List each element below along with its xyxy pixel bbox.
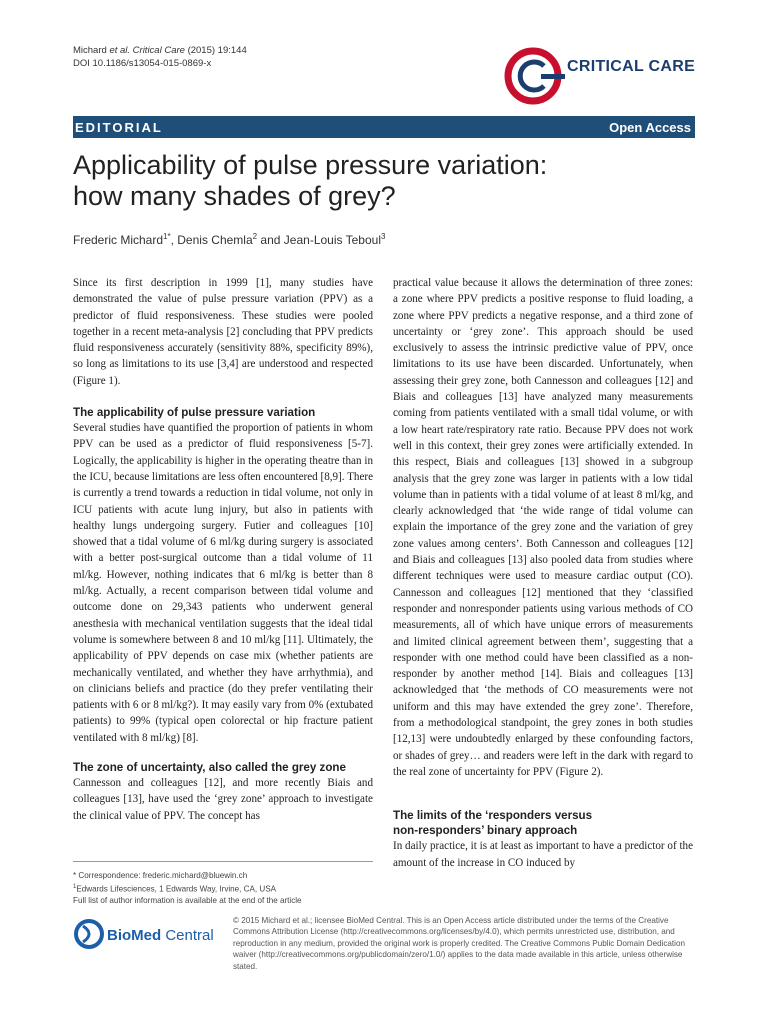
publisher-central: Central: [161, 927, 214, 944]
correspondence[interactable]: * Correspondence: frederic.michard@bluewin.ch: [73, 871, 248, 880]
author-list: [73, 232, 385, 247]
author-3-affiliation: 3: [380, 232, 386, 241]
author-2[interactable]: Denis Chemla: [177, 233, 253, 247]
heading-line-1: The limits of the ‘responders versus: [393, 809, 593, 823]
title-line-2: how many shades of grey?: [73, 181, 396, 211]
paragraph-grey-zone-continued: practical value because it allows the determination of three zones: a zone where PPV predicts a positive response to fluid loading, a zone where PPV predicts a negative response, and a third zone of uncertainty or ‘grey zone’. This approach should be used exclusively to assess the intrinsic predictive value of PPV, once limitations to its use have been discarded. Unfortunately, when assessing their grey zone, both Cannesson and colleagues [12] and Biais and colleagues [13] have analyzed many measurements coming from patients ventilated with a small tidal volume, or with a low heart rate/respiratory rate ratio. Because PPV does not work well in this context, their grey zones were artificially extended. In this respect, Biais and colleagues [13] showed in a subgroup analysis that the grey zone was larger in patients with a low tidal volume than in patients with a tidal volume of at least 8 ml/kg, and clearly acknowledged that ‘the wide range of tidal volume can explain the importance of the grey zone and the variation of grey zone values among centers’. Both Cannesson and colleagues [12] and Biais and colleagues [13] also pooled data from studies where different techniques were used to measure cardiac output (CO). Cannesson and colleagues [12] mentioned that they ‘classified responder and nonresponder patients using various methods of CO measurements, all of which have unique errors of measurements and limited clinical agreement between them’, suggesting that a responder with one method could have been classified as a non-responder by another method [14]. Biais and colleagues [13] acknowledged that ‘the methods of CO measurements were not uniform and this may have extended the grey zone’. Therefore, from a methodological standpoint, the grey zones in both studies [12,13] were undoubtedly enlarged by these confounding factors, or shades of grey… and readers were left in the dark with regard to the real zone of uncertainty for PPV (Figure 2).: [393, 277, 693, 778]
citation-authors: Michard: [73, 45, 110, 56]
title-line-1: Applicability of pulse pressure variation:: [73, 150, 548, 180]
author-3[interactable]: Jean-Louis Teboul: [283, 233, 381, 247]
open-access-label: Open Access: [609, 119, 691, 135]
heading-line-2: non-responders’ binary approach: [393, 824, 578, 838]
publisher-bio: BioMed: [107, 927, 162, 944]
critical-care-logo-icon: [503, 44, 703, 108]
author-1[interactable]: Frederic Michard: [73, 233, 164, 247]
left-column: [73, 275, 373, 824]
citation-volume: (2015) 19:144: [184, 45, 247, 56]
section-heading-applicability: The applicability of pulse pressure variation: [73, 406, 316, 420]
paragraph-applicability: Several studies have quantified the proportion of patients in whom PPV can be used as a predictor of fluid responsiveness [5-7]. Logically, the applicability is higher in the operating theatre than in the ICU, because limitations are less often encountered [8,9]. There is currently a trend towards a reduction in tidal volume, not only in ICU patients with acute lung injury, but also in patients with healthy lungs undergoing surgery. Futier and colleagues [10] showed that a tidal volume of 6 ml/kg during surgery is associated with a better post-surgical outcome than a tidal volume of 11 ml/kg. However, nothing indicates that 6 ml/kg is better than 8 ml/kg. Actually, a recent comparison between tidal volume and outcome done on 29,343 patients who underwent general anesthesia with mechanical ventilation suggests that the ideal tidal volume is somewhere between 8 and 10 ml/kg [11]. Ultimately, the applicability of PPV depends on case mix (whether patients are mechanically ventilated, and whether they have arrhythmia), and on clinicians beliefs and practice (do they prefer ventilating their patients with 6 or 8 ml/kg?). It may easily vary from 0% (extubated patients) to 99% (typical open colorectal or hip fracture patient ventilated with 8 ml/kg) [8].: [73, 422, 373, 744]
biomed-central-logo-icon: [73, 916, 223, 952]
article-type: EDITORIAL: [75, 119, 163, 135]
affiliation-number: 1: [73, 883, 77, 890]
author-2-affiliation: 2: [252, 232, 258, 241]
author-1-affiliation: 1*: [163, 232, 171, 241]
paragraph-grey-zone: Cannesson and colleagues [12], and more recently Biais and colleagues [13], have used the ‘grey zone’ approach to investigate the clinical value of PPV. The concept has: [73, 777, 373, 822]
paragraph-intro: Since its first description in 1999 [1], many studies have demonstrated the value of pulse pressure variation (PPV) as a predictor of fluid responsiveness. These studies were pooled together in a recent meta-analysis [2] concluding that PPV predicts fluid responsiveness accurately (sensitivity 88%, specificity 89%), so long as limitations to its use [3,4] are understood and respected (Figure 1).: [73, 277, 373, 387]
article-title: [73, 150, 693, 212]
author-info-note: Full list of author information is available at the end of the article: [73, 895, 302, 905]
citation: [73, 44, 247, 70]
right-column: [393, 275, 693, 871]
author-separator: ,: [170, 233, 178, 247]
section-heading-grey-zone: The zone of uncertainty, also called the grey zone: [73, 761, 346, 775]
license-statement: © 2015 Michard et al.; licensee BioMed Central. This is an Open Access article distributed under the terms of the Creative Commons Attribution License (http://creativecommons.org/licenses/by/4.0), which permits unrestricted use, distribution, and reproduction in any medium, provided the original work is properly credited. The Creative Commons Public Domain Dedication waiver (http://creativecommons.org/publicdomain/zero/1.0/) applies to the data made available in this article, unless otherwise stated.: [233, 916, 685, 971]
footnote: [73, 861, 373, 906]
paragraph-binary-approach: In daily practice, it is at least as important to have a predictor of the amount of the increase in CO induced by: [393, 840, 693, 869]
journal-logo-text: CRITICAL CARE: [567, 58, 696, 75]
affiliation: [73, 882, 373, 895]
citation-journal: et al. Critical Care: [109, 45, 185, 56]
article-type-banner: [73, 116, 695, 138]
section-heading-binary-approach: [393, 808, 693, 838]
doi[interactable]: DOI 10.1186/s13054-015-0869-x: [73, 58, 212, 69]
svg-text:BioMed Central: [107, 927, 214, 944]
citation-line: [73, 44, 247, 57]
affiliation-text: Edwards Lifesciences, 1 Edwards Way, Irvine, CA, USA: [76, 884, 277, 894]
author-separator: and: [257, 233, 284, 247]
